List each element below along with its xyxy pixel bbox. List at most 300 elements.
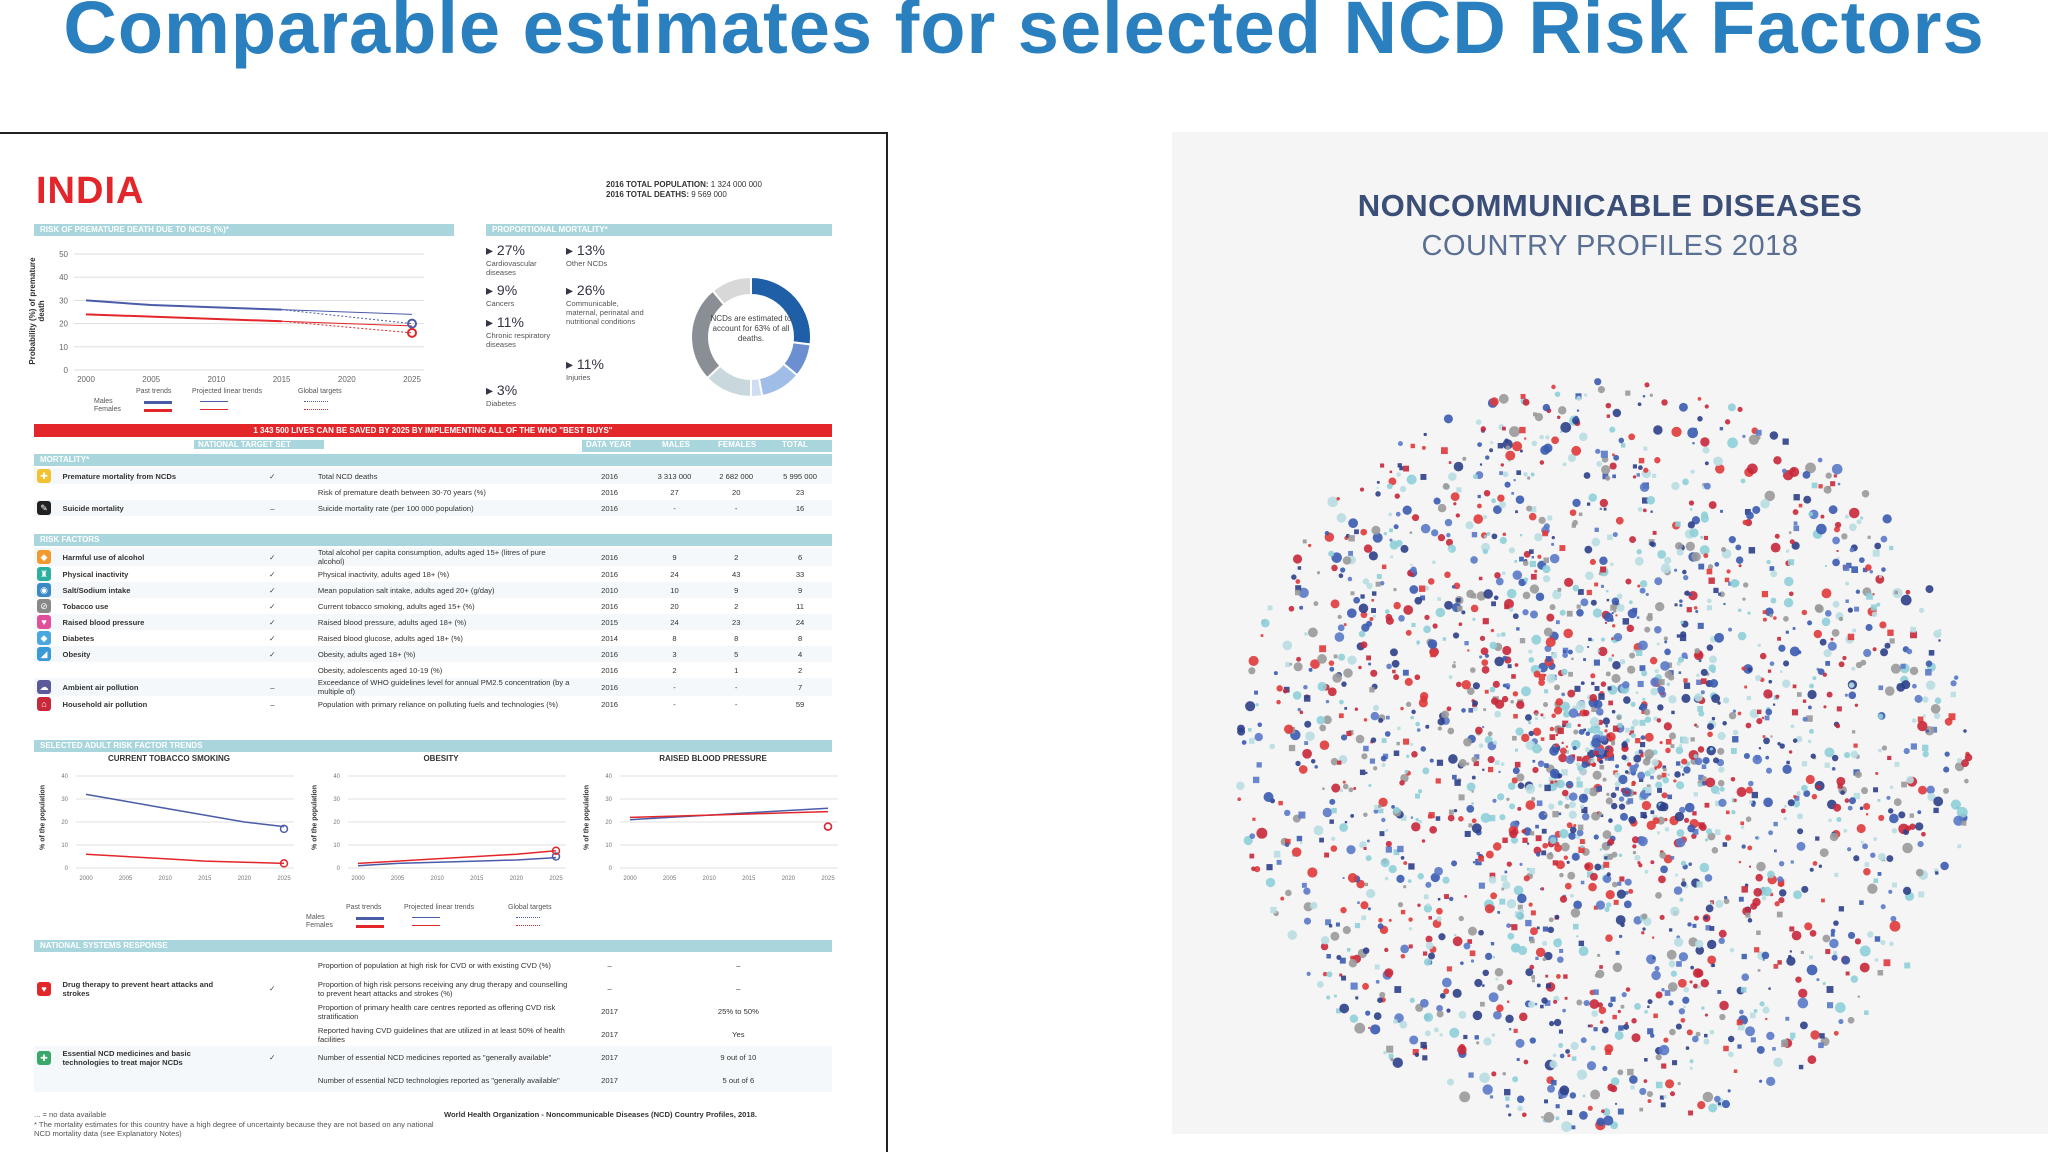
cover-dot bbox=[1631, 733, 1636, 738]
cover-dot bbox=[1568, 650, 1573, 655]
cover-dot bbox=[1424, 894, 1429, 899]
cover-dot bbox=[1537, 927, 1540, 930]
cover-dot bbox=[1558, 728, 1564, 734]
cover-dot bbox=[1824, 486, 1832, 494]
cover-dot bbox=[1675, 521, 1680, 526]
cover-dot bbox=[1556, 698, 1564, 706]
cover-dot bbox=[1778, 897, 1784, 903]
cover-dot bbox=[1707, 569, 1713, 575]
cover-dot bbox=[1417, 873, 1423, 879]
cover-dot bbox=[1314, 765, 1318, 769]
cover-dot bbox=[1694, 754, 1698, 758]
cover-dot bbox=[1343, 926, 1351, 934]
cover-dot bbox=[1682, 570, 1686, 574]
mortality-header: MORTALITY* bbox=[34, 454, 832, 466]
cover-dot bbox=[1625, 578, 1631, 584]
cover-dot bbox=[1256, 703, 1259, 706]
risk-females-target bbox=[282, 321, 412, 333]
cover-dot bbox=[1828, 642, 1837, 651]
cover-dot bbox=[1350, 1015, 1358, 1023]
cover-dot bbox=[1512, 736, 1517, 741]
risk-males-proj bbox=[282, 310, 412, 315]
cover-dot bbox=[1717, 748, 1724, 755]
trend-ylabel: % of the population bbox=[311, 785, 319, 850]
cover-dot bbox=[1741, 826, 1745, 830]
cover-dot bbox=[1444, 572, 1451, 579]
system-icon: ♥ bbox=[37, 982, 51, 996]
cover-dot bbox=[1708, 564, 1713, 569]
cover-dot bbox=[1453, 936, 1463, 946]
cover-dot bbox=[1518, 946, 1527, 955]
cover-dot bbox=[1338, 654, 1345, 661]
cover-dot bbox=[1428, 578, 1435, 585]
cover-dot bbox=[1704, 1039, 1710, 1045]
cover-dot bbox=[1313, 601, 1318, 606]
cover-dot bbox=[1916, 869, 1924, 877]
cover-dot bbox=[1287, 930, 1297, 940]
cover-dot bbox=[1423, 951, 1427, 955]
cover-dot bbox=[1759, 747, 1761, 749]
trend-xtick: 2000 bbox=[623, 876, 637, 882]
cover-dot bbox=[1775, 534, 1780, 539]
cover-dot bbox=[1681, 652, 1687, 658]
cover-dot bbox=[1546, 614, 1554, 622]
cover-dot bbox=[1596, 461, 1602, 467]
cover-dot bbox=[1687, 1029, 1693, 1035]
head-males: MALES bbox=[662, 440, 690, 449]
cover-dot bbox=[1322, 788, 1324, 790]
cover-dot bbox=[1593, 608, 1602, 617]
cover-dot bbox=[1403, 605, 1413, 615]
cover-dot bbox=[1822, 618, 1831, 627]
cover-dot bbox=[1582, 813, 1590, 821]
cover-dot bbox=[1295, 579, 1300, 584]
cover-dot bbox=[1708, 578, 1714, 584]
cover-dot bbox=[1706, 746, 1716, 756]
cover-dot bbox=[1364, 544, 1372, 552]
cover-dot bbox=[1635, 738, 1640, 743]
risk-ytick: 20 bbox=[59, 319, 68, 329]
cover-dot bbox=[1882, 745, 1887, 750]
cover-dot bbox=[1645, 733, 1654, 742]
cover-dot bbox=[1507, 899, 1517, 909]
cover-dot bbox=[1878, 815, 1884, 821]
cover-dot bbox=[1700, 536, 1703, 539]
cover-dot bbox=[1531, 635, 1541, 645]
cover-dot bbox=[1339, 1004, 1349, 1014]
cover-dot bbox=[1547, 1085, 1555, 1093]
cover-dot bbox=[1675, 874, 1678, 877]
cover-dot bbox=[1237, 797, 1241, 801]
cover-dot bbox=[1660, 802, 1669, 811]
cover-dot bbox=[1569, 792, 1578, 801]
cover-dot bbox=[1329, 819, 1333, 823]
risk-ytick: 30 bbox=[59, 296, 68, 306]
cover-dot bbox=[1501, 632, 1505, 636]
cover-dot bbox=[1331, 845, 1338, 852]
cover-dot bbox=[1823, 982, 1826, 985]
cover-dot bbox=[1524, 1060, 1529, 1065]
cover-dot bbox=[1359, 631, 1366, 638]
cover-dot bbox=[1541, 737, 1545, 741]
cover-dot bbox=[1640, 580, 1647, 587]
cover-dot bbox=[1551, 543, 1554, 546]
cover-dot bbox=[1838, 1019, 1843, 1024]
cover-dot bbox=[1437, 718, 1444, 725]
cover-dot bbox=[1615, 614, 1617, 616]
cover-dot bbox=[1264, 792, 1274, 802]
cover-dot bbox=[1447, 966, 1452, 971]
cover-dot bbox=[1468, 708, 1473, 713]
cover-dot bbox=[1249, 656, 1259, 666]
cover-dot bbox=[1832, 537, 1840, 545]
cover-dot bbox=[1393, 674, 1399, 680]
cover-dot bbox=[1254, 691, 1258, 695]
cover-dot bbox=[1875, 772, 1878, 775]
cover-dot bbox=[1490, 441, 1493, 444]
cover-dot bbox=[1304, 632, 1308, 636]
cover-dot bbox=[1618, 1025, 1623, 1030]
cover-dot bbox=[1728, 1052, 1734, 1058]
trend-legend-females: Females bbox=[306, 922, 333, 929]
cover-dot bbox=[1578, 589, 1584, 595]
cover-dot bbox=[1489, 992, 1499, 1002]
cover-dot bbox=[1677, 634, 1680, 637]
cover-dot bbox=[1347, 656, 1356, 665]
cover-dot bbox=[1640, 742, 1645, 747]
cover-dot bbox=[1396, 742, 1399, 745]
cover-dot bbox=[1644, 627, 1650, 633]
cover-dot bbox=[1468, 1072, 1473, 1077]
cover-dot bbox=[1532, 441, 1538, 447]
cover-dot bbox=[1790, 724, 1794, 728]
cover-dot bbox=[1855, 704, 1858, 707]
cover-dot bbox=[1583, 710, 1589, 716]
cover-dot bbox=[1691, 737, 1695, 741]
cover-dot bbox=[1600, 765, 1605, 770]
trend-xtick: 2005 bbox=[118, 876, 133, 882]
cover-dot bbox=[1378, 805, 1381, 808]
cover-dot bbox=[1473, 682, 1480, 689]
cover-dot bbox=[1633, 464, 1637, 468]
cover-dot bbox=[1741, 973, 1749, 981]
cover-dot bbox=[1611, 638, 1613, 640]
cover-dot bbox=[1563, 650, 1566, 653]
trend-title: CURRENT TOBACCO SMOKING bbox=[107, 754, 231, 763]
cover-dot bbox=[1319, 838, 1324, 843]
cover-dot bbox=[1793, 890, 1802, 899]
cover-dot bbox=[1962, 821, 1967, 826]
cover-dot bbox=[1577, 781, 1583, 787]
cover-dot bbox=[1701, 1006, 1704, 1009]
cover-dot bbox=[1515, 762, 1521, 768]
cover-dot bbox=[1523, 399, 1530, 406]
table-row: ⌂ Household air pollution – Population with primary reliance on polluting fuels and technologies (%) 2016 - - 59 bbox=[34, 696, 832, 712]
table-row: Proportion of primary health care centres reported as offering CVD risk stratification 2017 25% to 50% bbox=[317, 1002, 759, 1021]
risk-icon: ♥ bbox=[37, 615, 51, 629]
risk-ytick: 0 bbox=[63, 366, 68, 375]
cover-dot bbox=[1411, 817, 1413, 819]
cover-dot bbox=[1601, 1109, 1605, 1113]
cover-dot bbox=[1448, 472, 1456, 480]
cover-dot bbox=[1251, 866, 1256, 871]
cover-dot bbox=[1756, 931, 1760, 935]
cover-dot bbox=[1768, 830, 1773, 835]
cover-dot bbox=[1646, 593, 1649, 596]
cover-dot bbox=[1715, 900, 1723, 908]
cover-dot bbox=[1631, 1033, 1640, 1042]
cover-dot bbox=[1344, 707, 1347, 710]
cover-dot bbox=[1347, 948, 1350, 951]
cover-dot bbox=[1818, 484, 1822, 488]
cover-dot bbox=[1420, 474, 1426, 480]
cover-dot bbox=[1625, 1022, 1628, 1025]
cover-dot bbox=[1632, 836, 1639, 843]
cover-dot bbox=[1906, 649, 1912, 655]
cover-dot bbox=[1525, 714, 1532, 721]
cover-dot bbox=[1720, 787, 1725, 792]
cover-dot bbox=[1411, 822, 1420, 831]
cover-dot bbox=[1696, 674, 1700, 678]
cover-dot bbox=[1676, 1024, 1682, 1030]
cover-dot bbox=[1601, 681, 1607, 687]
cover-dot bbox=[1808, 1055, 1817, 1064]
cover-dot bbox=[1867, 931, 1873, 937]
cover-dot bbox=[1765, 709, 1772, 716]
cover-dot bbox=[1344, 623, 1347, 626]
cover-dot bbox=[1471, 959, 1474, 962]
cover-dot bbox=[1535, 957, 1538, 960]
cover-dot bbox=[1793, 509, 1799, 515]
cover-dot bbox=[1640, 482, 1649, 491]
cover-dot bbox=[1635, 557, 1644, 566]
trend-xtick: 2000 bbox=[79, 876, 93, 882]
cover-dot bbox=[1528, 649, 1532, 653]
cover-dot bbox=[1501, 762, 1505, 766]
cover-dot bbox=[1379, 831, 1384, 836]
cover-dot bbox=[1533, 728, 1541, 736]
cover-dot bbox=[1384, 968, 1393, 977]
cover-dot bbox=[1390, 648, 1398, 656]
cover-dot bbox=[1815, 836, 1819, 840]
cover-dot bbox=[1513, 570, 1523, 580]
cover-dot bbox=[1829, 939, 1838, 948]
cover-dot bbox=[1400, 945, 1409, 954]
cover-dot bbox=[1385, 877, 1389, 881]
cover-dot bbox=[1721, 547, 1726, 552]
cover-dot bbox=[1516, 773, 1524, 781]
cover-dot bbox=[1491, 601, 1496, 606]
risk-icon: ◆ bbox=[37, 631, 51, 645]
cover-dot bbox=[1558, 406, 1566, 414]
cover-dot bbox=[1748, 781, 1754, 787]
cover-dot bbox=[1377, 481, 1380, 484]
cover-dot bbox=[1433, 623, 1438, 628]
cover-dot bbox=[1339, 700, 1344, 705]
cover-dot bbox=[1593, 989, 1599, 995]
cover-dot bbox=[1493, 956, 1495, 958]
cover-dot bbox=[1555, 743, 1559, 747]
cover-dot bbox=[1866, 593, 1873, 600]
prop-label: Injuries bbox=[566, 373, 591, 382]
cover-dot bbox=[1599, 1007, 1606, 1014]
cover-dot bbox=[1730, 948, 1734, 952]
cover-dot bbox=[1752, 792, 1758, 798]
cover-dot bbox=[1331, 758, 1339, 766]
cover-dot bbox=[1418, 789, 1422, 793]
cover-dot bbox=[1536, 948, 1545, 957]
cover-dot bbox=[1379, 992, 1385, 998]
cover-dot bbox=[1722, 721, 1726, 725]
cover-dot bbox=[1506, 798, 1509, 801]
trend-chart bbox=[598, 768, 848, 888]
cover-dot bbox=[1276, 700, 1280, 704]
cover-dot bbox=[1697, 985, 1701, 989]
cover-dot bbox=[1386, 664, 1392, 670]
cover-dot bbox=[1326, 954, 1330, 958]
cover-dot bbox=[1303, 685, 1307, 689]
cover-dot bbox=[1707, 955, 1716, 964]
cover-dot bbox=[1793, 684, 1797, 688]
cover-dot bbox=[1605, 934, 1613, 942]
cover-dot bbox=[1434, 498, 1441, 505]
cover-dot bbox=[1648, 999, 1653, 1004]
cover-dot bbox=[1587, 502, 1590, 505]
cover-dot bbox=[1628, 816, 1636, 824]
cover-dot bbox=[1745, 913, 1750, 918]
cover-dot bbox=[1836, 777, 1845, 786]
prop-item bbox=[566, 356, 646, 382]
cover-dot bbox=[1377, 997, 1383, 1003]
risk-icon: ◆ bbox=[37, 550, 51, 564]
cover-dot bbox=[1471, 802, 1473, 804]
cover-dot bbox=[1625, 791, 1629, 795]
cover-dot bbox=[1827, 986, 1834, 993]
cover-dot bbox=[1653, 531, 1657, 535]
cover-dot bbox=[1406, 630, 1412, 636]
cover-dot bbox=[1814, 630, 1822, 638]
cover-dot bbox=[1810, 1030, 1819, 1039]
cover-dot bbox=[1437, 1010, 1444, 1017]
cover-dot bbox=[1384, 532, 1387, 535]
cover-dot bbox=[1887, 756, 1891, 760]
cover-dot bbox=[1777, 912, 1783, 918]
cover-dot bbox=[1688, 521, 1695, 528]
cover-dot bbox=[1630, 1085, 1634, 1089]
risk-factors-header: RISK FACTORS bbox=[34, 534, 832, 546]
cover-dot bbox=[1458, 1011, 1466, 1019]
risk-factors-table bbox=[34, 548, 832, 712]
cover-dot bbox=[1579, 946, 1589, 956]
cover-dot bbox=[1534, 570, 1537, 573]
cover-dot bbox=[1417, 728, 1421, 732]
cover-dot bbox=[1516, 627, 1519, 630]
cover-dot bbox=[1467, 649, 1469, 651]
cover-dot bbox=[1604, 856, 1607, 859]
cover-dot bbox=[1410, 564, 1412, 566]
cover-dot bbox=[1865, 862, 1870, 867]
cover-dot bbox=[1365, 772, 1367, 774]
cover-dot bbox=[1562, 742, 1564, 744]
cover-dot bbox=[1807, 690, 1816, 699]
cover-dot bbox=[1658, 876, 1666, 884]
cover-dot bbox=[1773, 964, 1778, 969]
cover-dot bbox=[1696, 725, 1699, 728]
cover-dot bbox=[1406, 702, 1411, 707]
cover-dot bbox=[1274, 671, 1278, 675]
cover-dot bbox=[1532, 744, 1542, 754]
trend-xtick: 2015 bbox=[470, 876, 484, 882]
cover-dot bbox=[1355, 708, 1358, 711]
cover-dot bbox=[1638, 507, 1643, 512]
cover-dot bbox=[1687, 607, 1692, 612]
cover-dot bbox=[1892, 883, 1897, 888]
cover-dot bbox=[1556, 1116, 1560, 1120]
cover-dot bbox=[1409, 944, 1413, 948]
cover-dot bbox=[1881, 536, 1888, 543]
cover-dot bbox=[1862, 843, 1868, 849]
cover-dot bbox=[1772, 1047, 1776, 1051]
cover-dot bbox=[1818, 458, 1823, 463]
cover-dot bbox=[1357, 901, 1360, 904]
cover-dot bbox=[1556, 974, 1561, 979]
cover-dot bbox=[1607, 414, 1610, 417]
cover-dot bbox=[1661, 399, 1667, 405]
cover-dot bbox=[1343, 556, 1351, 564]
cover-dot bbox=[1782, 469, 1787, 474]
cover-dot bbox=[1656, 1054, 1662, 1060]
cover-dot bbox=[1430, 651, 1436, 657]
risk-legend bbox=[90, 388, 370, 416]
cover-dot bbox=[1489, 448, 1493, 452]
cover-dot bbox=[1532, 979, 1535, 982]
cover-dot bbox=[1618, 1010, 1621, 1013]
cover-dot bbox=[1679, 604, 1682, 607]
head-total: TOTAL bbox=[782, 440, 808, 449]
cover-dot bbox=[1629, 652, 1635, 658]
cover-dot bbox=[1394, 524, 1399, 529]
cover-dot bbox=[1563, 462, 1567, 466]
cover-dot bbox=[1639, 750, 1643, 754]
cover-dot bbox=[1922, 696, 1929, 703]
cover-dot bbox=[1546, 656, 1552, 662]
cover-dot bbox=[1830, 481, 1835, 486]
cover-dot bbox=[1488, 767, 1493, 772]
cover-dot bbox=[1944, 751, 1949, 756]
cover-dot bbox=[1831, 929, 1836, 934]
cover-dot bbox=[1763, 737, 1770, 744]
cover-dot bbox=[1861, 841, 1864, 844]
table-row: ✚ Premature mortality from NCDs ✓ Total NCD deaths 2016 3 313 000 2 682 000 5 995 000 bbox=[34, 468, 832, 484]
trend-females-target bbox=[825, 823, 832, 830]
cover-dot bbox=[1752, 506, 1760, 514]
cover-dot bbox=[1890, 921, 1901, 932]
cover-dot bbox=[1769, 614, 1773, 618]
cover-dot bbox=[1710, 926, 1715, 931]
cover-dot bbox=[1515, 510, 1518, 513]
cover-dot bbox=[1563, 629, 1573, 639]
cover-dot bbox=[1681, 881, 1687, 887]
cover-dot bbox=[1638, 640, 1648, 650]
cover-dot bbox=[1682, 479, 1689, 486]
cover-dot bbox=[1386, 716, 1390, 720]
risk-ytick: 10 bbox=[59, 342, 68, 352]
cover-dot bbox=[1845, 581, 1849, 585]
cover-dot bbox=[1789, 926, 1794, 931]
cover-dot bbox=[1462, 680, 1471, 689]
cover-dot bbox=[1371, 712, 1380, 721]
cover-dot bbox=[1245, 701, 1255, 711]
